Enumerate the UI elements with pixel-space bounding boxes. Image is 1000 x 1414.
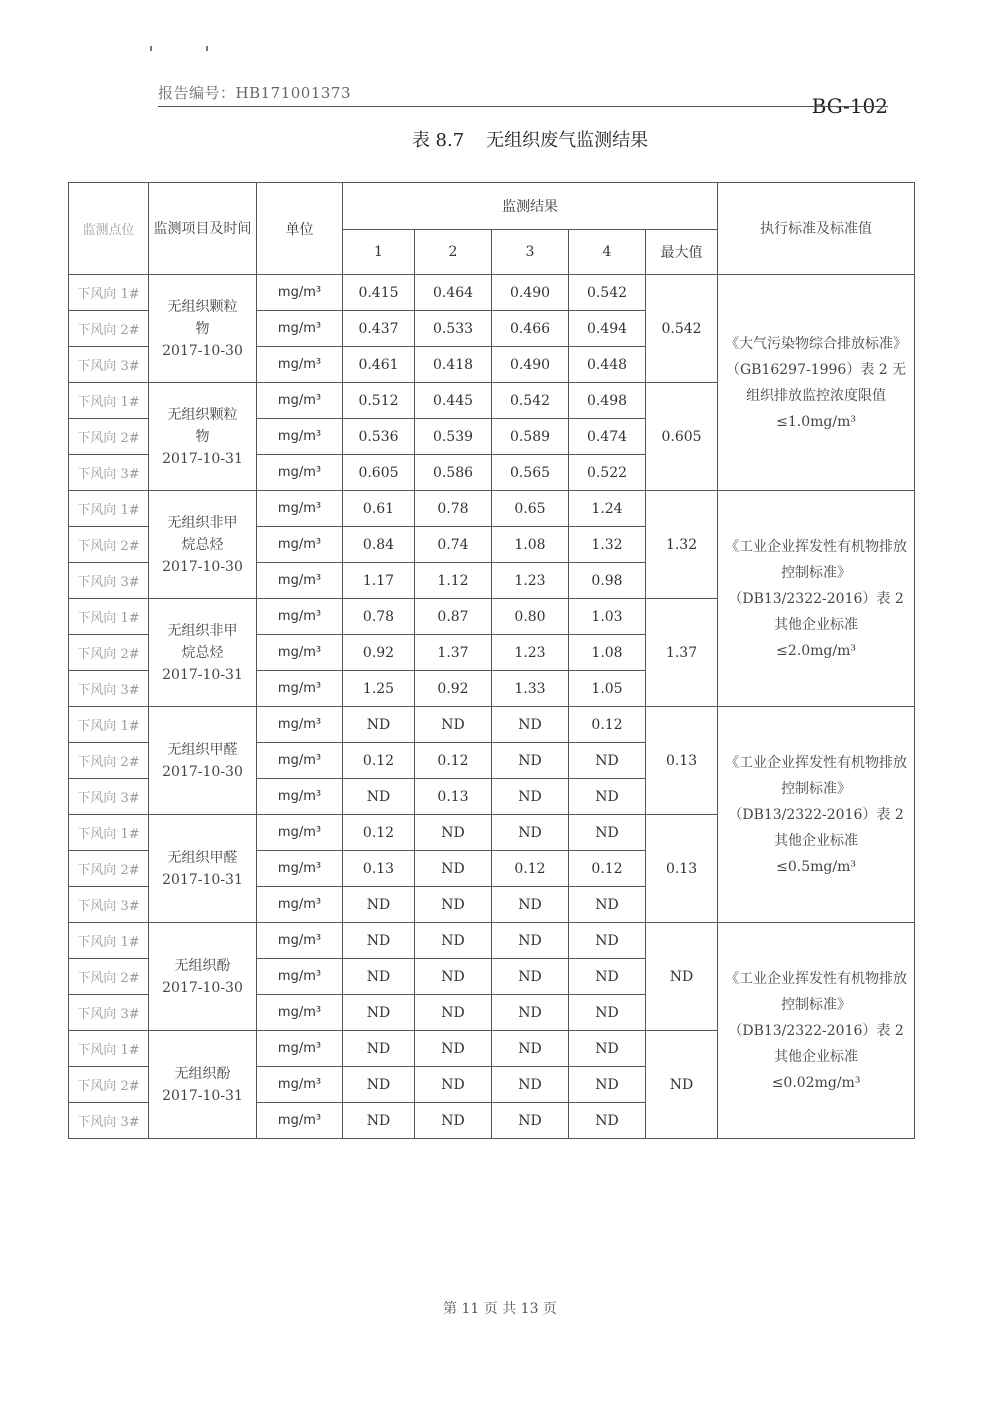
standard-limit: ≤2.0mg/m³ <box>776 642 856 659</box>
result-1: 0.12 <box>343 815 415 851</box>
unit-cell: mg/m³ <box>257 455 343 491</box>
item-date: 2017-10-30 <box>162 342 243 359</box>
monitoring-point: 下风向 3# <box>69 671 149 707</box>
result-1: 0.536 <box>343 419 415 455</box>
monitoring-point: 下风向 1# <box>69 707 149 743</box>
monitoring-item <box>149 923 257 1031</box>
result-2: ND <box>415 851 492 887</box>
table-row <box>69 275 915 311</box>
result-1: ND <box>343 707 415 743</box>
table-row <box>69 491 915 527</box>
result-4: ND <box>569 1067 646 1103</box>
result-4: 0.12 <box>569 707 646 743</box>
monitoring-point: 下风向 1# <box>69 491 149 527</box>
scan-mark <box>206 46 208 51</box>
result-3: 0.466 <box>492 311 569 347</box>
result-1: 0.78 <box>343 599 415 635</box>
max-value: 0.605 <box>646 383 718 491</box>
item-name: 无组织非甲烷总烃 <box>167 514 238 553</box>
result-4: ND <box>569 887 646 923</box>
item-name: 无组织颗粒物 <box>167 298 238 337</box>
item-name: 无组织甲醛 <box>167 741 238 758</box>
result-3: ND <box>492 1103 569 1139</box>
result-3: 1.08 <box>492 527 569 563</box>
result-3: 0.12 <box>492 851 569 887</box>
col-header-max: 最大值 <box>646 230 718 275</box>
max-value: ND <box>646 1031 718 1139</box>
item-name: 无组织非甲烷总烃 <box>167 622 238 661</box>
report-number: 报告编号：HB171001373 <box>158 84 351 102</box>
standard-limit: ≤0.02mg/m³ <box>771 1074 861 1091</box>
result-4: 0.12 <box>569 851 646 887</box>
result-3: 0.565 <box>492 455 569 491</box>
standard-cell <box>718 275 915 491</box>
result-1: ND <box>343 923 415 959</box>
unit-cell: mg/m³ <box>257 599 343 635</box>
result-2: ND <box>415 995 492 1031</box>
result-2: 0.78 <box>415 491 492 527</box>
table-body <box>69 275 915 1139</box>
table-row <box>69 923 915 959</box>
result-3: ND <box>492 743 569 779</box>
result-4: 1.08 <box>569 635 646 671</box>
standard-code: （DB13/2322-2016）表 2 其他企业标准 <box>728 590 904 633</box>
standard-limit: ≤1.0mg/m³ <box>776 413 856 430</box>
result-1: 0.512 <box>343 383 415 419</box>
unit-cell: mg/m³ <box>257 779 343 815</box>
result-3: ND <box>492 815 569 851</box>
result-1: ND <box>343 959 415 995</box>
standard-title: 《工业企业挥发性有机物排放控制标准》 <box>725 754 908 797</box>
item-date: 2017-10-31 <box>162 450 243 467</box>
result-4: ND <box>569 923 646 959</box>
col-header-r4: 4 <box>569 230 646 275</box>
result-2: ND <box>415 959 492 995</box>
result-3: ND <box>492 887 569 923</box>
result-1: 0.415 <box>343 275 415 311</box>
monitoring-item <box>149 815 257 923</box>
unit-cell: mg/m³ <box>257 1067 343 1103</box>
result-2: 0.418 <box>415 347 492 383</box>
result-2: 0.533 <box>415 311 492 347</box>
result-1: ND <box>343 1031 415 1067</box>
standard-cell <box>718 491 915 707</box>
result-4: 0.494 <box>569 311 646 347</box>
item-name: 无组织颗粒物 <box>167 406 238 445</box>
max-value: 0.13 <box>646 815 718 923</box>
monitoring-point: 下风向 1# <box>69 923 149 959</box>
result-1: 0.461 <box>343 347 415 383</box>
unit-cell: mg/m³ <box>257 995 343 1031</box>
result-2: 0.92 <box>415 671 492 707</box>
standard-code: （DB13/2322-2016）表 2 其他企业标准 <box>728 1022 904 1065</box>
monitoring-point: 下风向 1# <box>69 599 149 635</box>
unit-cell: mg/m³ <box>257 1031 343 1067</box>
result-2: ND <box>415 707 492 743</box>
monitoring-point: 下风向 2# <box>69 743 149 779</box>
standard-title: 《工业企业挥发性有机物排放控制标准》 <box>725 970 908 1013</box>
monitoring-point: 下风向 1# <box>69 275 149 311</box>
monitoring-point: 下风向 3# <box>69 563 149 599</box>
monitoring-point: 下风向 2# <box>69 311 149 347</box>
result-1: 0.605 <box>343 455 415 491</box>
result-4: 0.474 <box>569 419 646 455</box>
col-header-item: 监测项目及时间 <box>149 183 257 275</box>
standard-title: 《大气污染物综合排放标准》 <box>725 335 908 352</box>
monitoring-point: 下风向 2# <box>69 1067 149 1103</box>
unit-cell: mg/m³ <box>257 959 343 995</box>
col-header-r3: 3 <box>492 230 569 275</box>
result-2: ND <box>415 1067 492 1103</box>
result-3: 0.490 <box>492 347 569 383</box>
result-3: 0.80 <box>492 599 569 635</box>
monitoring-point: 下风向 3# <box>69 995 149 1031</box>
unit-cell: mg/m³ <box>257 815 343 851</box>
result-4: ND <box>569 1031 646 1067</box>
result-1: ND <box>343 779 415 815</box>
result-4: ND <box>569 779 646 815</box>
standard-cell <box>718 923 915 1139</box>
result-4: 1.32 <box>569 527 646 563</box>
unit-cell: mg/m³ <box>257 311 343 347</box>
header-divider <box>158 106 888 107</box>
page-footer: 第 11 页 共 13 页 <box>443 1301 557 1317</box>
unit-cell: mg/m³ <box>257 851 343 887</box>
max-value: 0.13 <box>646 707 718 815</box>
result-4: 1.03 <box>569 599 646 635</box>
standard-title: 《工业企业挥发性有机物排放控制标准》 <box>725 538 908 581</box>
monitoring-point: 下风向 1# <box>69 1031 149 1067</box>
item-date: 2017-10-31 <box>162 1087 243 1104</box>
unit-cell: mg/m³ <box>257 923 343 959</box>
result-3: ND <box>492 995 569 1031</box>
result-3: ND <box>492 779 569 815</box>
col-header-results: 监测结果 <box>343 183 718 230</box>
result-4: 0.498 <box>569 383 646 419</box>
item-name: 无组织甲醛 <box>167 849 238 866</box>
result-2: 0.464 <box>415 275 492 311</box>
result-2: 0.12 <box>415 743 492 779</box>
monitoring-point: 下风向 2# <box>69 635 149 671</box>
item-date: 2017-10-30 <box>162 763 243 780</box>
result-2: 0.13 <box>415 779 492 815</box>
result-2: 0.539 <box>415 419 492 455</box>
max-value: 0.542 <box>646 275 718 383</box>
result-3: ND <box>492 959 569 995</box>
monitoring-point: 下风向 2# <box>69 419 149 455</box>
result-2: 0.586 <box>415 455 492 491</box>
result-2: 0.87 <box>415 599 492 635</box>
table-title <box>0 126 1000 152</box>
col-header-standard: 执行标准及标准值 <box>718 183 915 275</box>
unit-cell: mg/m³ <box>257 707 343 743</box>
item-date: 2017-10-30 <box>162 558 243 575</box>
max-value: 1.32 <box>646 491 718 599</box>
result-3: 0.490 <box>492 275 569 311</box>
unit-cell: mg/m³ <box>257 527 343 563</box>
result-3: 1.23 <box>492 635 569 671</box>
result-4: 0.98 <box>569 563 646 599</box>
result-3: 0.542 <box>492 383 569 419</box>
result-1: 1.17 <box>343 563 415 599</box>
result-4: ND <box>569 959 646 995</box>
standard-limit: ≤0.5mg/m³ <box>776 858 856 875</box>
result-4: 1.05 <box>569 671 646 707</box>
result-3: 0.65 <box>492 491 569 527</box>
monitoring-item <box>149 707 257 815</box>
unit-cell: mg/m³ <box>257 743 343 779</box>
item-date: 2017-10-31 <box>162 871 243 888</box>
result-2: 1.37 <box>415 635 492 671</box>
result-3: 1.23 <box>492 563 569 599</box>
result-4: 1.24 <box>569 491 646 527</box>
result-4: ND <box>569 1103 646 1139</box>
result-3: 0.589 <box>492 419 569 455</box>
unit-cell: mg/m³ <box>257 383 343 419</box>
monitoring-point: 下风向 3# <box>69 455 149 491</box>
unit-cell: mg/m³ <box>257 635 343 671</box>
col-header-r2: 2 <box>415 230 492 275</box>
unit-cell: mg/m³ <box>257 671 343 707</box>
result-1: 0.437 <box>343 311 415 347</box>
col-header-point: 监测点位 <box>69 183 149 275</box>
result-1: 0.61 <box>343 491 415 527</box>
result-3: ND <box>492 707 569 743</box>
table-number: 表 8.7 <box>411 130 465 151</box>
result-2: ND <box>415 923 492 959</box>
result-1: ND <box>343 1067 415 1103</box>
result-1: ND <box>343 887 415 923</box>
result-2: ND <box>415 1031 492 1067</box>
monitoring-point: 下风向 2# <box>69 959 149 995</box>
standard-cell <box>718 707 915 923</box>
monitoring-point: 下风向 1# <box>69 815 149 851</box>
result-4: ND <box>569 995 646 1031</box>
col-header-r1: 1 <box>343 230 415 275</box>
table-row <box>69 707 915 743</box>
result-1: ND <box>343 1103 415 1139</box>
item-name: 无组织酚 <box>174 1065 231 1082</box>
standard-code: （DB13/2322-2016）表 2 其他企业标准 <box>728 806 904 849</box>
result-1: ND <box>343 995 415 1031</box>
result-2: 0.74 <box>415 527 492 563</box>
result-3: 1.33 <box>492 671 569 707</box>
result-1: 1.25 <box>343 671 415 707</box>
standard-code: （GB16297-1996）表 2 无组织排放监控浓度限值 <box>725 361 907 404</box>
unit-cell: mg/m³ <box>257 1103 343 1139</box>
scan-mark <box>150 46 152 51</box>
result-4: ND <box>569 743 646 779</box>
unit-cell: mg/m³ <box>257 887 343 923</box>
max-value: ND <box>646 923 718 1031</box>
table-name: 无组织废气监测结果 <box>486 130 649 151</box>
item-date: 2017-10-30 <box>162 979 243 996</box>
result-1: 0.84 <box>343 527 415 563</box>
item-name: 无组织酚 <box>174 957 231 974</box>
monitoring-item <box>149 383 257 491</box>
result-1: 0.92 <box>343 635 415 671</box>
unit-cell: mg/m³ <box>257 491 343 527</box>
unit-cell: mg/m³ <box>257 347 343 383</box>
result-3: ND <box>492 923 569 959</box>
results-table <box>68 182 915 1139</box>
result-4: 0.448 <box>569 347 646 383</box>
result-4: 0.542 <box>569 275 646 311</box>
unit-cell: mg/m³ <box>257 419 343 455</box>
result-2: ND <box>415 1103 492 1139</box>
result-3: ND <box>492 1031 569 1067</box>
monitoring-point: 下风向 3# <box>69 1103 149 1139</box>
monitoring-point: 下风向 2# <box>69 851 149 887</box>
monitoring-point: 下风向 1# <box>69 383 149 419</box>
result-3: ND <box>492 1067 569 1103</box>
result-4: ND <box>569 815 646 851</box>
max-value: 1.37 <box>646 599 718 707</box>
result-2: 1.12 <box>415 563 492 599</box>
col-header-unit: 单位 <box>257 183 343 275</box>
result-2: 0.445 <box>415 383 492 419</box>
monitoring-point: 下风向 3# <box>69 347 149 383</box>
item-date: 2017-10-31 <box>162 666 243 683</box>
unit-cell: mg/m³ <box>257 275 343 311</box>
document-code: BG-102 <box>811 94 888 118</box>
monitoring-point: 下风向 2# <box>69 527 149 563</box>
monitoring-point: 下风向 3# <box>69 779 149 815</box>
result-1: 0.12 <box>343 743 415 779</box>
monitoring-item <box>149 491 257 599</box>
result-2: ND <box>415 887 492 923</box>
monitoring-item <box>149 1031 257 1139</box>
result-4: 0.522 <box>569 455 646 491</box>
result-1: 0.13 <box>343 851 415 887</box>
result-2: ND <box>415 815 492 851</box>
monitoring-item <box>149 599 257 707</box>
unit-cell: mg/m³ <box>257 563 343 599</box>
monitoring-item <box>149 275 257 383</box>
monitoring-point: 下风向 3# <box>69 887 149 923</box>
